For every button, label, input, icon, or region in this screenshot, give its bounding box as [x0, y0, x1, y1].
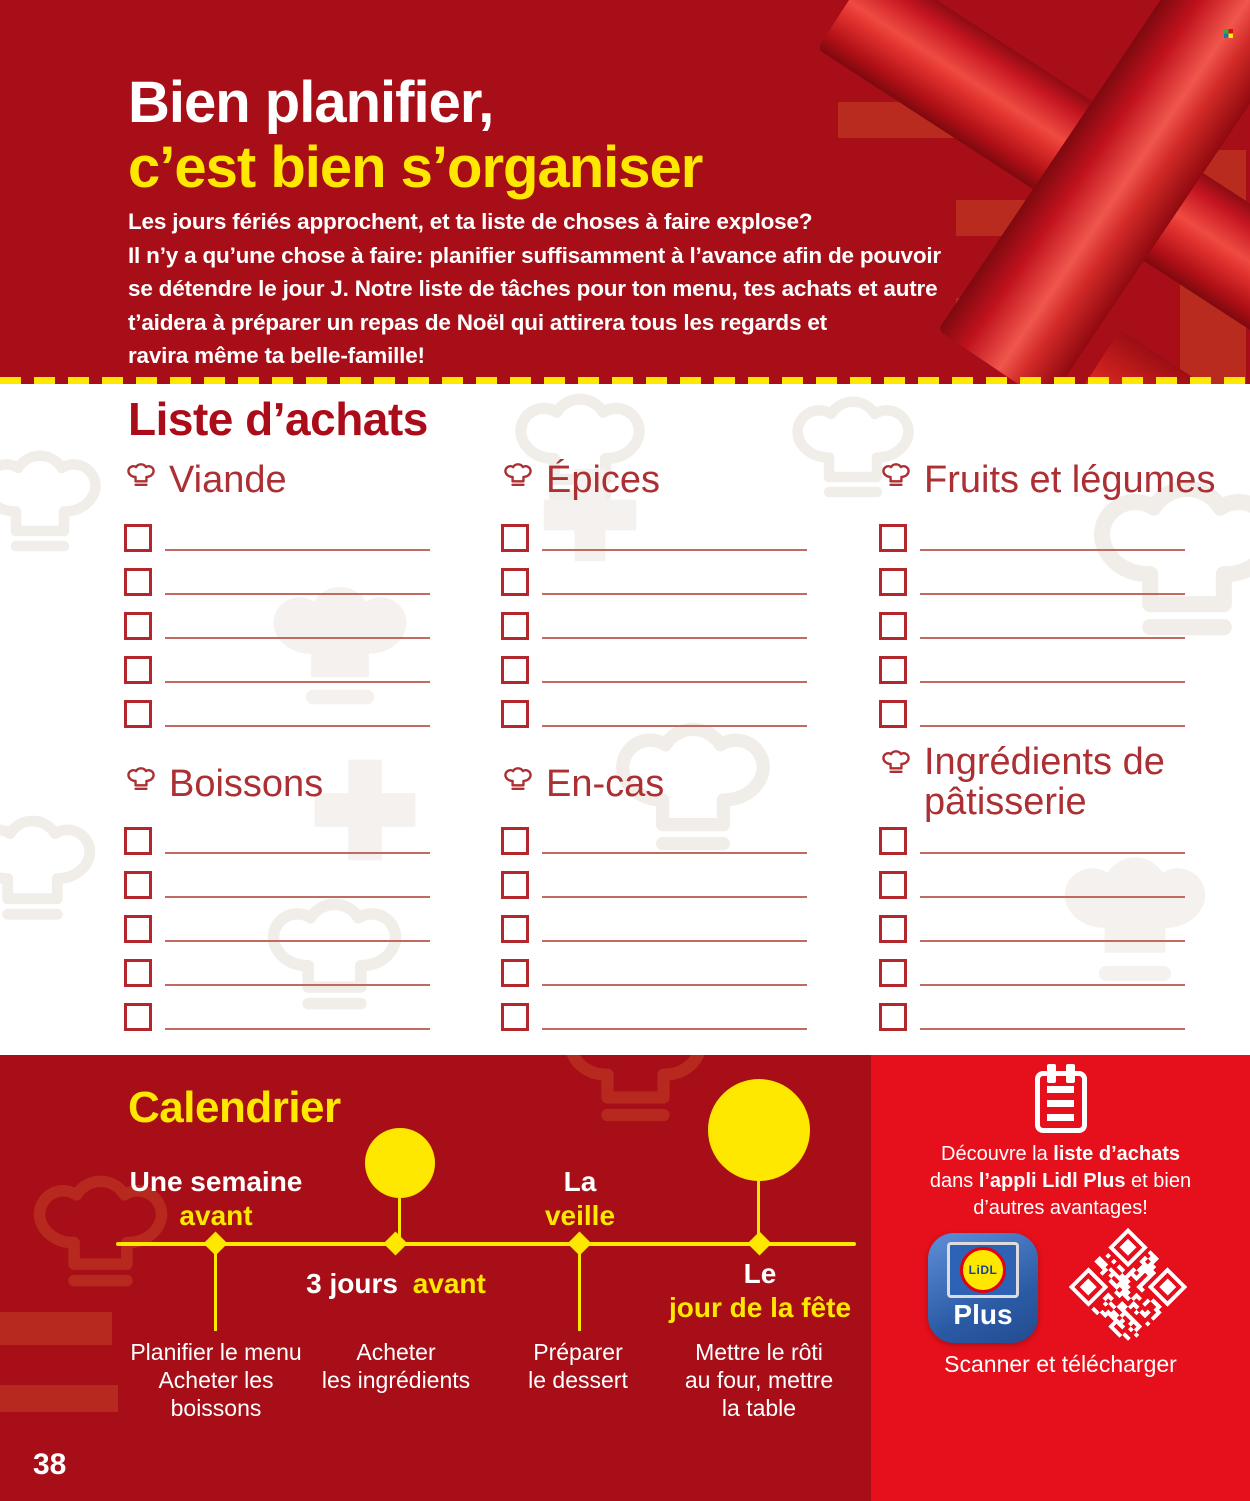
category-name: Boissons — [169, 763, 324, 805]
checkbox[interactable] — [879, 700, 907, 728]
event-label-une-semaine-avant — [96, 1165, 336, 1233]
event-label-white: Une semaine — [129, 1166, 303, 1197]
text-line: ravira même ta belle-famille! — [128, 343, 425, 368]
checklist-row — [879, 871, 1185, 899]
checklist-row — [501, 612, 807, 640]
text-line: la table — [721, 1395, 797, 1421]
chef-hat-watermark — [0, 815, 110, 970]
category-name: En-cas — [546, 763, 665, 805]
qr-code — [1069, 1228, 1188, 1347]
category-fruits-legumes — [879, 458, 1216, 744]
timeline-stem — [214, 1253, 217, 1331]
text-line: Acheter — [356, 1339, 436, 1365]
timeline-balloon — [708, 1079, 810, 1181]
chef-hat-watermark — [548, 1055, 723, 1178]
chef-hat-icon — [124, 767, 158, 801]
text-line: Préparer — [533, 1339, 623, 1365]
calendar-panel — [0, 1055, 871, 1501]
checkbox[interactable] — [124, 871, 152, 899]
write-line[interactable] — [542, 896, 807, 898]
clipboard-line — [1047, 1100, 1074, 1107]
write-line[interactable] — [542, 1028, 807, 1030]
category-name: Fruits et légumes — [924, 459, 1216, 501]
checkbox[interactable] — [124, 1003, 152, 1031]
event-label-jour-de-la-fete — [640, 1257, 871, 1325]
scan-label: Scanner et télécharger — [944, 1351, 1177, 1377]
shopping-list-section — [0, 384, 1250, 1055]
checkbox[interactable] — [124, 959, 152, 987]
category-name: Viande — [169, 459, 287, 501]
category-header — [124, 458, 430, 502]
event-tasks — [639, 1338, 871, 1422]
event-label-3-jours-avant — [276, 1267, 516, 1301]
lidl-logo-text: LiDL — [968, 1263, 998, 1277]
timeline-marker — [747, 1231, 771, 1255]
checkbox[interactable] — [501, 1003, 529, 1031]
text-line: Acheter les — [158, 1367, 274, 1393]
text-line: le dessert — [528, 1367, 628, 1393]
checklist — [124, 827, 430, 1031]
title-line-1: Bien planifier, — [128, 70, 494, 135]
checkbox[interactable] — [124, 827, 152, 855]
checklist-row — [879, 1003, 1185, 1031]
checkbox[interactable] — [879, 959, 907, 987]
text-line: se détendre le jour J. Notre liste de tâches pour ton menu, tes achats et autre — [128, 276, 938, 301]
clipboard-prong — [1066, 1064, 1075, 1083]
checkbox[interactable] — [879, 827, 907, 855]
checkbox[interactable] — [501, 871, 529, 899]
write-line[interactable] — [542, 681, 807, 683]
write-line[interactable] — [542, 852, 807, 854]
shopping-list-title: Liste d’achats — [128, 393, 428, 445]
checklist-row — [879, 612, 1185, 640]
bottom-section — [0, 1055, 1250, 1501]
category-name: Épices — [546, 459, 661, 501]
checkbox[interactable] — [879, 915, 907, 943]
dashed-divider — [0, 377, 1250, 384]
checklist-row — [124, 612, 430, 640]
timeline-stem — [578, 1253, 581, 1331]
chef-hat-watermark — [0, 450, 115, 600]
checkbox[interactable] — [879, 656, 907, 684]
category-name: Ingrédients de pâtisserie — [924, 741, 1165, 823]
clipboard-icon — [1035, 1071, 1087, 1133]
text-line: boissons — [170, 1395, 262, 1421]
checklist-row — [124, 915, 430, 943]
timeline-marker — [567, 1231, 591, 1255]
chef-hat-icon — [879, 463, 913, 497]
text-line: les ingrédients — [321, 1367, 471, 1393]
write-line[interactable] — [542, 984, 807, 986]
checkbox[interactable] — [501, 827, 529, 855]
write-line[interactable] — [920, 637, 1185, 639]
checklist-row — [501, 656, 807, 684]
color-registration-marker — [1224, 29, 1233, 38]
write-line[interactable] — [165, 637, 430, 639]
write-line[interactable] — [542, 637, 807, 639]
clipboard-prong — [1047, 1064, 1056, 1083]
category-header — [501, 458, 807, 502]
category-header — [501, 762, 807, 806]
checklist-row — [124, 524, 430, 552]
event-label-yellow: avant — [179, 1200, 253, 1231]
lidl-logo-circle — [960, 1247, 1006, 1293]
category-header — [879, 742, 1185, 822]
clipboard-line — [1047, 1086, 1074, 1093]
category-header — [124, 762, 430, 806]
write-line[interactable] — [165, 549, 430, 551]
event-label-white: La — [563, 1166, 597, 1197]
checklist-row — [879, 959, 1185, 987]
checklist-row — [124, 1003, 430, 1031]
intro-paragraph — [128, 205, 941, 373]
checklist-row — [501, 700, 807, 728]
checkbox[interactable] — [501, 524, 529, 552]
write-line[interactable] — [920, 896, 1185, 898]
checkbox[interactable] — [124, 700, 152, 728]
checklist-row — [124, 871, 430, 899]
title-line-2: c’est bien s’organiser — [128, 135, 703, 200]
promo-line: Découvre la liste d’achats — [941, 1143, 1180, 1165]
plus-label: Plus — [953, 1299, 1013, 1330]
event-label-white: Le — [743, 1258, 777, 1289]
checkbox[interactable] — [124, 915, 152, 943]
lidl-plus-app-icon — [928, 1233, 1038, 1343]
checklist — [124, 524, 430, 728]
checkbox[interactable] — [879, 1003, 907, 1031]
checklist-row — [879, 915, 1185, 943]
category-epices — [501, 458, 807, 744]
checkbox[interactable] — [501, 568, 529, 596]
write-line[interactable] — [542, 940, 807, 942]
checklist-row — [501, 827, 807, 855]
checkbox[interactable] — [501, 700, 529, 728]
timeline-balloon — [365, 1128, 435, 1198]
write-line[interactable] — [165, 681, 430, 683]
checkbox[interactable] — [879, 524, 907, 552]
write-line[interactable] — [920, 681, 1185, 683]
lidl-plus-panel — [871, 1055, 1250, 1501]
checkbox[interactable] — [879, 871, 907, 899]
write-line[interactable] — [920, 940, 1185, 942]
checkbox[interactable] — [124, 656, 152, 684]
write-line[interactable] — [542, 549, 807, 551]
page-number: 38 — [33, 1448, 67, 1481]
checklist-row — [124, 700, 430, 728]
checklist-row — [501, 568, 807, 596]
chef-hat-icon — [879, 750, 913, 784]
category-boissons — [124, 762, 430, 1047]
write-line[interactable] — [165, 1028, 430, 1030]
chef-hat-icon — [501, 767, 535, 801]
write-line[interactable] — [920, 593, 1185, 595]
timeline-marker — [383, 1231, 407, 1255]
page-title — [128, 70, 702, 200]
text-line: Planifier le menu — [130, 1339, 302, 1365]
promo-text — [871, 1141, 1250, 1222]
category-en-cas — [501, 762, 807, 1047]
event-label-yellow: jour de la fête — [668, 1292, 852, 1323]
timeline-marker — [203, 1231, 227, 1255]
checklist-row — [879, 568, 1185, 596]
checkbox[interactable] — [124, 568, 152, 596]
category-ingredients-patisserie — [879, 742, 1185, 1047]
text-line: Les jours fériés approchent, et ta liste de choses à faire explose? — [128, 209, 813, 234]
calendar-title: Calendrier — [128, 1083, 341, 1132]
write-line[interactable] — [165, 896, 430, 898]
checklist-row — [879, 524, 1185, 552]
write-line[interactable] — [165, 940, 430, 942]
write-line[interactable] — [542, 593, 807, 595]
checklist-row — [501, 524, 807, 552]
write-line[interactable] — [165, 852, 430, 854]
write-line[interactable] — [920, 984, 1185, 986]
checklist-row — [124, 656, 430, 684]
hero-section — [0, 0, 1250, 384]
event-label-white: 3 jours — [306, 1268, 398, 1299]
checkbox[interactable] — [124, 524, 152, 552]
write-line[interactable] — [920, 725, 1185, 727]
checkbox[interactable] — [879, 568, 907, 596]
write-line[interactable] — [165, 984, 430, 986]
checklist-row — [879, 827, 1185, 855]
clipboard-line — [1047, 1114, 1074, 1121]
event-label-yellow: veille — [544, 1200, 616, 1231]
checklist — [879, 524, 1185, 728]
chef-hat-icon — [501, 463, 535, 497]
write-line[interactable] — [920, 1028, 1185, 1030]
checklist — [879, 827, 1185, 1031]
checkbox[interactable] — [501, 959, 529, 987]
checklist-row — [124, 827, 430, 855]
checklist-row — [501, 959, 807, 987]
checkbox[interactable] — [501, 656, 529, 684]
event-label-la-veille — [460, 1165, 700, 1233]
write-line[interactable] — [165, 593, 430, 595]
write-line[interactable] — [542, 725, 807, 727]
event-label-yellow: avant — [412, 1268, 486, 1299]
checkbox[interactable] — [124, 612, 152, 640]
checklist-row — [124, 959, 430, 987]
checklist-row — [501, 871, 807, 899]
text-line: Il n’y a qu’une chose à faire: planifier suffisamment à l’avance afin de pouvoir — [128, 242, 941, 268]
checklist — [501, 827, 807, 1031]
write-line[interactable] — [165, 725, 430, 727]
write-line[interactable] — [920, 549, 1185, 551]
checklist-row — [501, 1003, 807, 1031]
checklist-row — [879, 656, 1185, 684]
write-line[interactable] — [920, 852, 1185, 854]
promo-line: dans l’appli Lidl Plus et bien — [929, 1170, 1192, 1192]
text-line: au four, mettre — [684, 1367, 834, 1393]
lidl-logo — [947, 1242, 1019, 1298]
promo-line: d’autres avantages! — [973, 1197, 1148, 1219]
category-viande — [124, 458, 430, 744]
text-line: Mettre le rôti — [695, 1339, 823, 1365]
checklist — [501, 524, 807, 728]
checkbox[interactable] — [501, 915, 529, 943]
checkbox[interactable] — [501, 612, 529, 640]
chef-hat-icon — [124, 463, 158, 497]
checklist-row — [879, 700, 1185, 728]
checkbox[interactable] — [879, 612, 907, 640]
text-line: t’aidera à préparer un repas de Noël qui attirera tous les regards et — [128, 309, 827, 335]
checklist-row — [501, 915, 807, 943]
checklist-row — [124, 568, 430, 596]
category-header — [879, 458, 1216, 502]
